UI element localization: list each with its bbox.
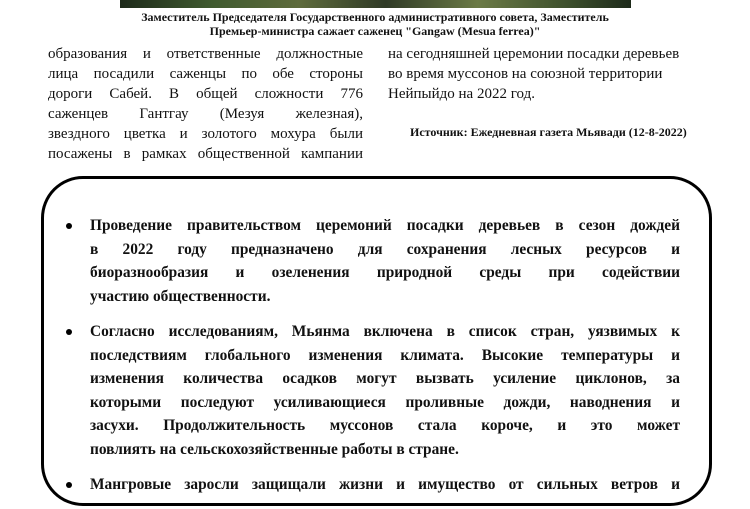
article-text-line: Нейпыйдо на 2022 год.: [388, 86, 535, 102]
bullet-line: засухи. Продолжительность муссонов стала короче, и это может: [90, 417, 680, 434]
summary-bullet-list: [60, 214, 680, 509]
bullet-line: которыми последуют усиливающиеся проливные дожди, наводнения и: [90, 393, 680, 411]
bullet-dot-icon: [66, 329, 72, 335]
bullet-line: последствиям глобального изменения климата. Высокие температуры и: [90, 346, 680, 364]
bullet-line: участию общественности.: [90, 287, 271, 305]
bullet-line: Проведение правительством церемоний посадки деревьев в сезон дождей: [90, 217, 680, 234]
caption-line-1: Заместитель Председателя Государственного административного совета, Заместитель: [141, 10, 609, 24]
article-text-line: на сегодняшней церемонии посадки деревьев: [388, 46, 680, 62]
article-photo: [120, 0, 631, 8]
bullet-item: [60, 214, 680, 308]
article-text-line: звездного цветка и золотого мохура были: [48, 126, 363, 142]
article-text-line: во время муссонов на союзной территории: [388, 66, 663, 82]
bullet-item: [60, 320, 680, 461]
article-text-line: посажены в рамках общественной кампании: [48, 146, 363, 162]
article-text-line: образования и ответственные должностные: [48, 46, 363, 62]
article-text-line: саженцев Гантгау (Мезуя железная),: [48, 106, 363, 122]
bullet-dot-icon: [66, 482, 72, 488]
photo-caption: [96, 10, 654, 38]
article-right-column: [388, 44, 706, 104]
bullet-line: Мангровые заросли защищали жизни и имущество от сильных ветров и: [90, 476, 680, 493]
article-source: Источник: Ежедневная газета Мьявади (12-8-2022): [410, 125, 687, 139]
bullet-line: изменения количества осадков могут вызвать усиление циклонов, за: [90, 370, 680, 387]
bullet-dot-icon: [66, 223, 72, 229]
bullet-line: повлиять на сельскохозяйственные работы в стране.: [90, 440, 459, 458]
caption-line-2: Премьер-министра сажает саженец "Gangaw (Mesua ferrea)": [209, 24, 541, 38]
article-text-line: лица посадили саженцы по обе стороны: [48, 66, 363, 82]
bullet-item: [60, 473, 680, 497]
bullet-line: в 2022 году предназначено для сохранения лесных ресурсов и: [90, 240, 680, 258]
bullet-line: Согласно исследованиям, Мьянма включена в список стран, уязвимых к: [90, 323, 680, 340]
article-text-line: дороги Сабей. В общей сложности 776: [48, 86, 363, 102]
bullet-line: биоразнообразия и озеленения природной среды при содействии: [90, 264, 680, 281]
article-left-column: [48, 44, 363, 164]
